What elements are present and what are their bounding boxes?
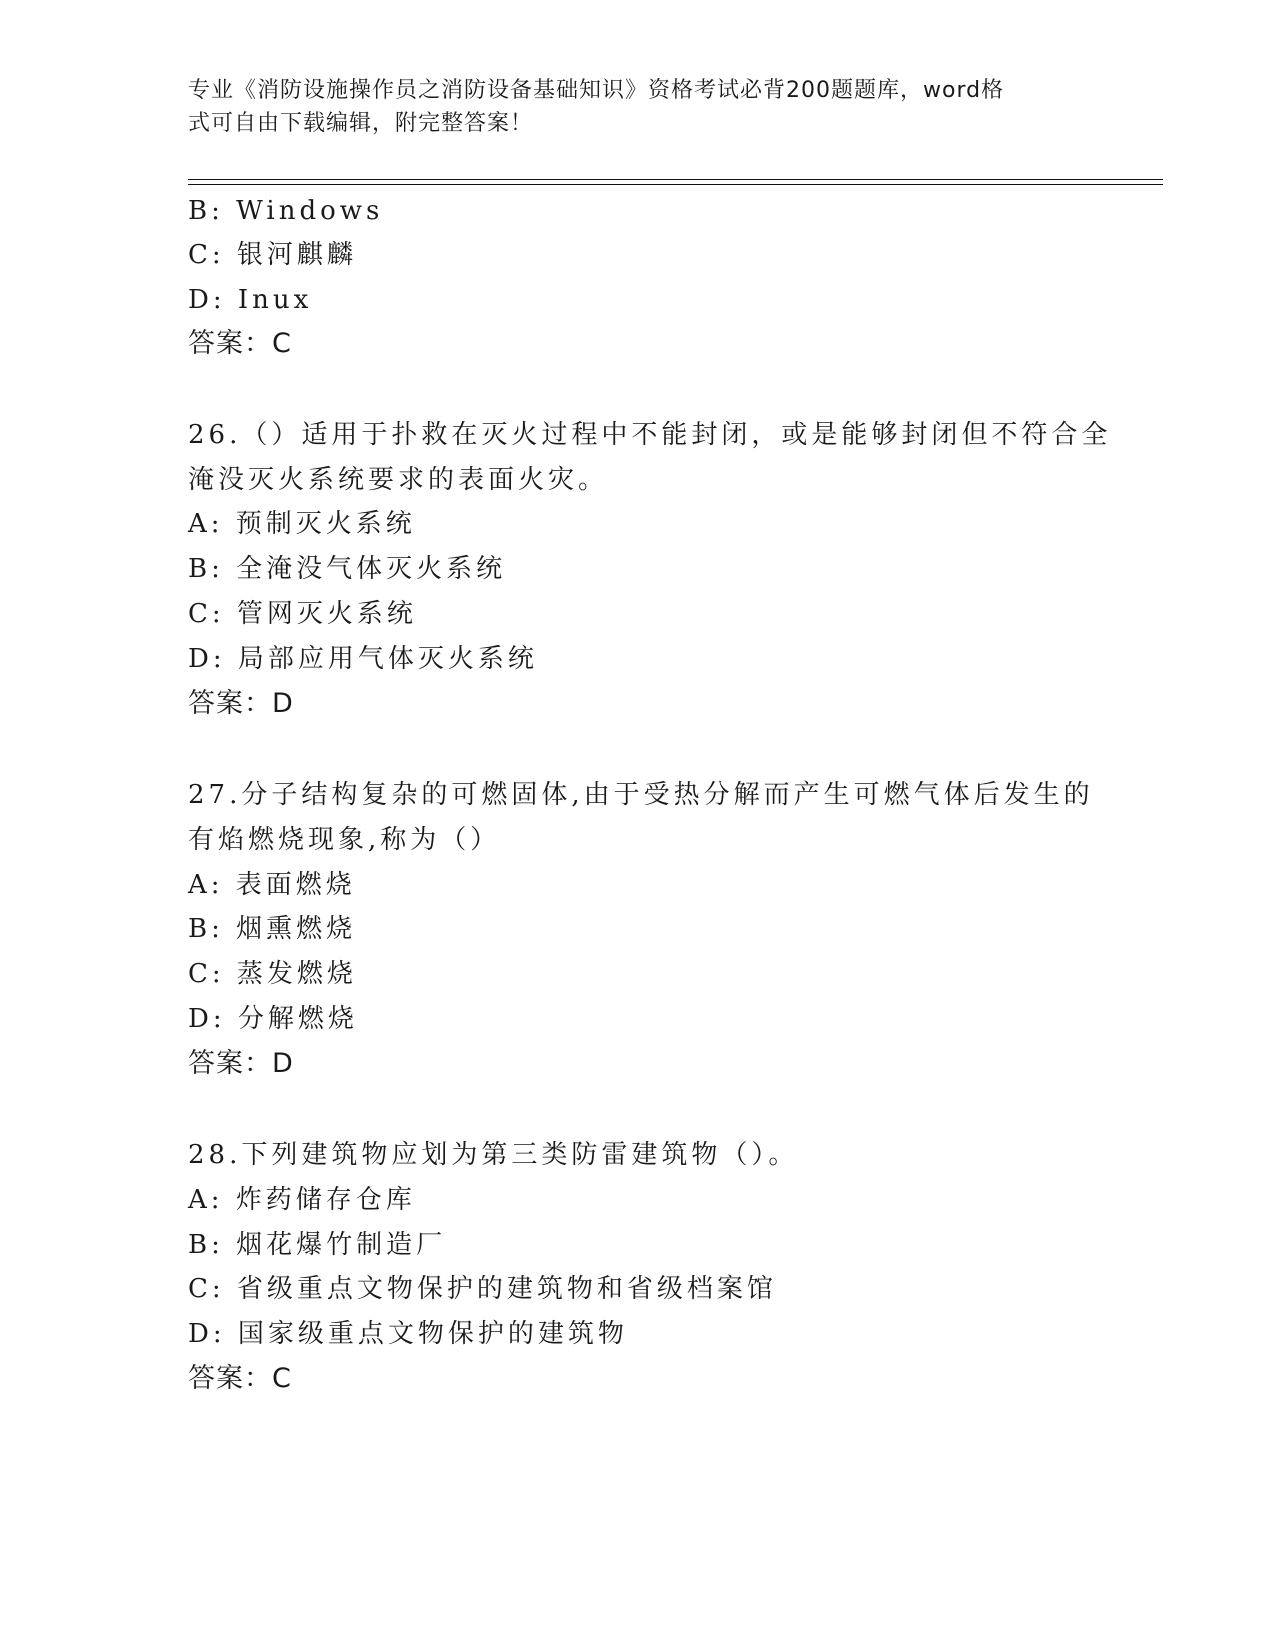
q28-option-d: D: 国家级重点文物保护的建筑物	[188, 1319, 628, 1349]
document-header	[188, 74, 1068, 140]
q28-option-a: A: 炸药储存仓库	[188, 1185, 416, 1215]
q27-option-c: C: 蒸发燃烧	[188, 959, 357, 989]
q26-answer: 答案：D	[188, 688, 294, 719]
q26-option-d: D: 局部应用气体灭火系统	[188, 644, 538, 674]
q25-option-b: B: Windows	[188, 196, 384, 226]
q27-answer: 答案：D	[188, 1048, 294, 1079]
q25-option-c: C: 银河麒麟	[188, 240, 357, 270]
q27-option-b: B: 烟熏燃烧	[188, 914, 357, 944]
q25-option-d: D: Inux	[188, 285, 313, 315]
q25-answer: 答案：C	[188, 328, 292, 359]
q26-stem-line-1: 26.（）适用于扑救在灭火过程中不能封闭，或是能够封闭但不符合全	[188, 420, 1112, 450]
header-line-1: 专业《消防设施操作员之消防设备基础知识》资格考试必背200题题库，word格	[188, 78, 1005, 103]
q26-option-c: C: 管网灭火系统	[188, 599, 417, 629]
header-divider-top	[188, 179, 1163, 180]
q27-option-d: D: 分解燃烧	[188, 1004, 358, 1034]
q26-stem-line-2: 淹没灭火系统要求的表面火灾。	[188, 465, 609, 495]
q28-option-c: C: 省级重点文物保护的建筑物和省级档案馆	[188, 1274, 777, 1304]
q26-option-b: B: 全淹没气体灭火系统	[188, 554, 507, 584]
header-line-2: 式可自由下载编辑，附完整答案！	[188, 111, 534, 136]
header-divider-bottom	[188, 184, 1163, 185]
q28-option-b: B: 烟花爆竹制造厂	[188, 1230, 447, 1260]
q27-stem-line-2: 有焰燃烧现象,称为（）	[188, 825, 501, 855]
q26-option-a: A: 预制灭火系统	[188, 509, 416, 539]
q28-stem-line-1: 28.下列建筑物应划为第三类防雷建筑物（）。	[188, 1140, 799, 1170]
q28-answer: 答案：C	[188, 1363, 292, 1394]
q27-option-a: A: 表面燃烧	[188, 870, 356, 900]
q27-stem-line-1: 27.分子结构复杂的可燃固体,由于受热分解而产生可燃气体后发生的	[188, 780, 1094, 810]
